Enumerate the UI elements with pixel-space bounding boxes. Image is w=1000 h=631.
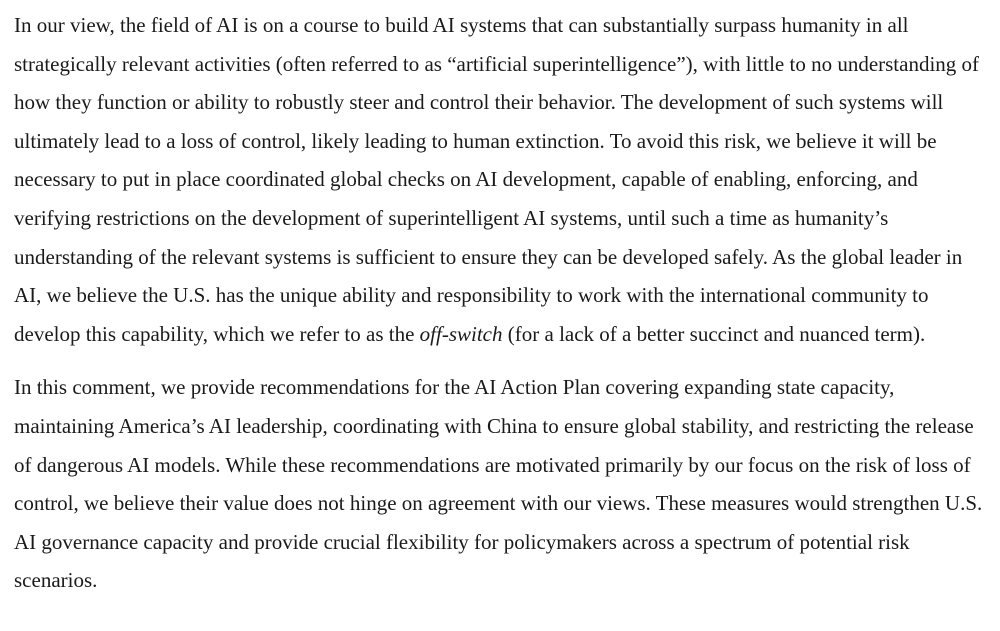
paragraph-recommendations-text: In this comment, we provide recommendations for the AI Action Plan covering expanding state capacity, maintaining America’s AI leadership, coordinating with China to ensure global stability, and restricting the release of dangerous AI models. While these recommendations are motivated primarily by our focus on the risk of loss of control, we believe their value does not hinge on agreement with our views. These measures would strengthen U.S. AI governance capacity and provide crucial flexibility for policymakers across a spectrum of potential risk scenarios. bbox=[14, 375, 983, 593]
paragraph-recommendations bbox=[14, 368, 990, 600]
paragraph-intro-text: In our view, the field of AI is on a course to build AI systems that can substantially surpass humanity in all strategically relevant activities (often referred to as “artificial superintelligence”), with little to no understanding of how they function or ability to robustly steer and control their behavior. The development of such systems will ultimately lead to a loss of control, likely leading to human extinction. To avoid this risk, we believe it will be necessary to put in place coordinated global checks on AI development, capable of enabling, enforcing, and verifying restrictions on the development of superintelligent AI systems, until such a time as humanity’s understanding of the relevant systems is sufficient to ensure they can be developed safely. As the global leader in AI, we believe the U.S. has the unique ability and responsibility to work with the international community to develop this capability, which we refer to as the bbox=[14, 13, 980, 346]
off-switch-term: off-switch bbox=[419, 321, 503, 346]
paragraph-intro bbox=[14, 6, 990, 353]
paragraph-intro-tail: (for a lack of a better succinct and nuanced term). bbox=[502, 321, 926, 346]
